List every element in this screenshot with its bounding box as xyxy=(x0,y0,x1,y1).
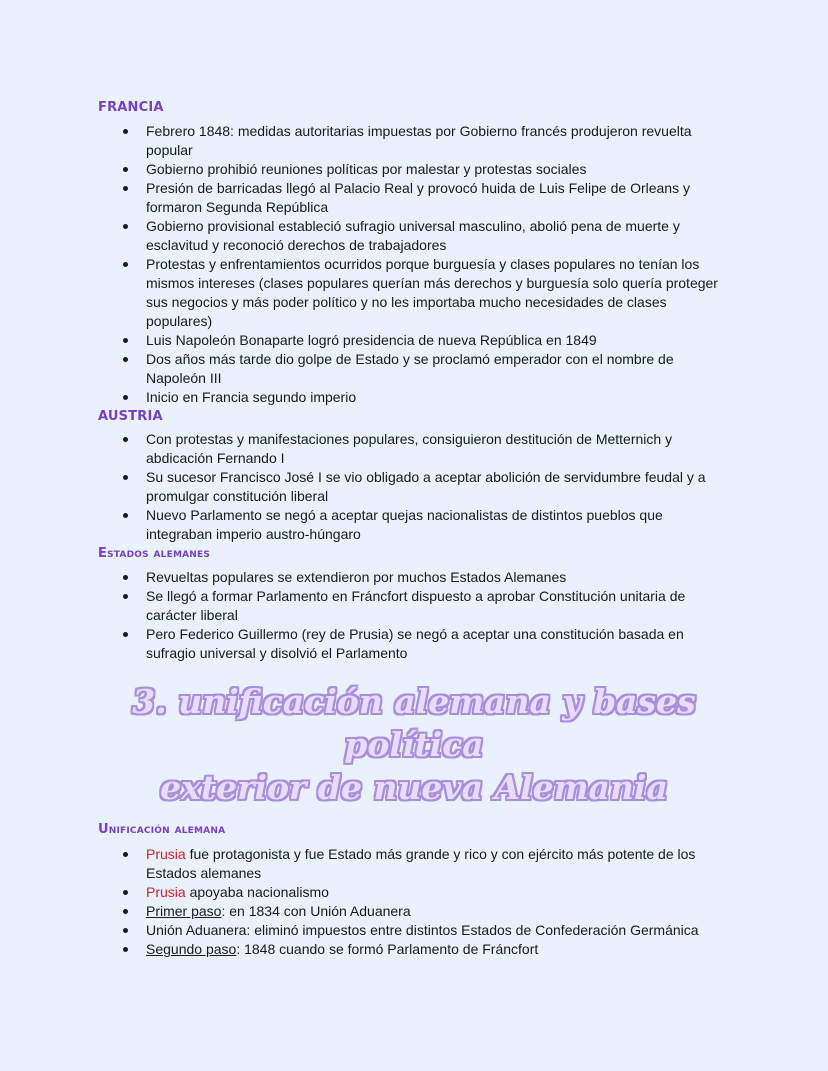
section-heading-francia: FRANCIA xyxy=(98,100,164,115)
list-item: Su sucesor Francisco José I se vio obligado a aceptar abolición de servidumbre feudal y a promulgar constitución liberal xyxy=(146,468,726,506)
list-item: Presión de barricadas llegó al Palacio Real y provocó huida de Luis Felipe de Orleans y formaron Segunda República xyxy=(146,179,726,217)
list-item: Inicio en Francia segundo imperio xyxy=(146,388,726,407)
list-item: Unión Aduanera: eliminó impuestos entre distintos Estados de Confederación Germánica xyxy=(146,921,726,940)
list-item: Febrero 1848: medidas autoritarias impuestas por Gobierno francés produjeron revuelta popular xyxy=(146,122,726,160)
underlined-primer-paso: Primer paso xyxy=(146,903,222,919)
estados-list xyxy=(146,568,726,663)
highlight-prusia: Prusia xyxy=(146,884,186,900)
list-item: Prusia apoyaba nacionalismo xyxy=(146,883,726,902)
section-heading-estados-alemanes: Estados alemanes xyxy=(98,546,211,561)
list-item: Dos años más tarde dio golpe de Estado y se proclamó emperador con el nombre de Napoleón III xyxy=(146,350,726,388)
list-item: Con protestas y manifestaciones populares, consiguieron destitución de Metternich y abdicación Fernando I xyxy=(146,430,726,468)
highlight-prusia: Prusia xyxy=(146,846,186,862)
list-item: Se llegó a formar Parlamento en Fráncfort dispuesto a aprobar Constitución unitaria de carácter liberal xyxy=(146,587,726,625)
list-item: Gobierno provisional estableció sufragio universal masculino, abolió pena de muerte y esclavitud y reconoció derechos de trabajadores xyxy=(146,217,726,255)
chapter-title-line-1: 3. unificación alemana y bases política xyxy=(132,682,696,764)
list-item: Segundo paso: 1848 cuando se formó Parlamento de Fráncfort xyxy=(146,940,726,959)
list-item: Pero Federico Guillermo (rey de Prusia) se negó a aceptar una constitución basada en sufragio universal y disolvió el Parlamento xyxy=(146,625,726,663)
unificacion-list xyxy=(146,845,726,959)
chapter-title-line-2: exterior de nueva Alemania xyxy=(160,768,668,807)
section-heading-unificacion: Unificación alemana xyxy=(98,822,226,837)
list-item: Luis Napoleón Bonaparte logró presidencia de nueva República en 1849 xyxy=(146,331,726,350)
list-item: Revueltas populares se extendieron por muchos Estados Alemanes xyxy=(146,568,726,587)
list-item: Protestas y enfrentamientos ocurridos porque burguesía y clases populares no tenían los mismos intereses (clases populares querían más derechos y burguesía solo quería proteger sus negocios y más poder político y no les importaba mucho necesidades de clases populares) xyxy=(146,255,726,331)
list-item: Primer paso: en 1834 con Unión Aduanera xyxy=(146,902,726,921)
francia-list xyxy=(146,122,726,407)
list-item: Prusia fue protagonista y fue Estado más grande y rico y con ejército más potente de los Estados alemanes xyxy=(146,845,726,883)
list-item: Gobierno prohibió reuniones políticas por malestar y protestas sociales xyxy=(146,160,726,179)
underlined-segundo-paso: Segundo paso xyxy=(146,941,237,957)
section-heading-austria: AUSTRIA xyxy=(98,409,163,424)
chapter-title xyxy=(60,680,768,809)
austria-list xyxy=(146,430,726,544)
list-item: Nuevo Parlamento se negó a aceptar quejas nacionalistas de distintos pueblos que integraban imperio austro-húngaro xyxy=(146,506,726,544)
